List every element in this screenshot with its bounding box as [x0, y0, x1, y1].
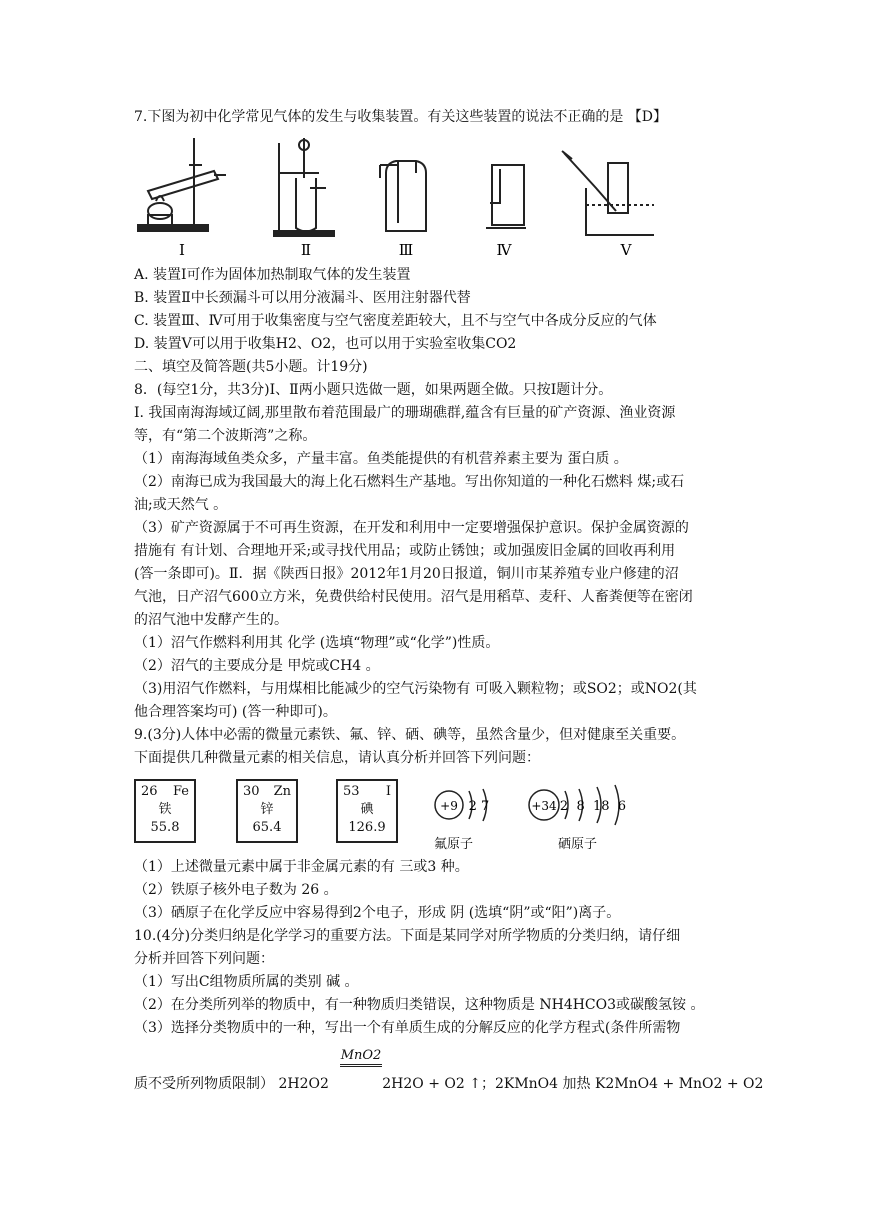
- q9-line: 9.(3分)人体中必需的微量元素铁、氟、锌、硒、碘等，虽然含量少，但对健康至关重要。: [134, 727, 686, 743]
- atomic-number: 30: [243, 784, 260, 799]
- catalyst-label: [340, 1048, 382, 1067]
- q8-line: 的沼气池中发酵产生的。: [134, 612, 288, 628]
- q8-line: （3）矿产资源属于不可再生资源，在开发和利用中一定要增强保护意识。保护金属资源的: [134, 520, 689, 536]
- apparatus-figure: [134, 133, 654, 263]
- atom-structure-diagrams: [429, 779, 659, 839]
- q8-line: 8．(每空1分，共3分)Ⅰ、Ⅱ两小题只选做一题，如果两题全做。只按Ⅰ题计分。: [134, 382, 613, 398]
- q10-line: 分析并回答下列问题：: [134, 951, 274, 967]
- q7-option-a: A. 装置Ⅰ可作为固体加热制取气体的发生装置: [134, 267, 411, 283]
- q10-equation-line: 质不受所列物质限制） 2H2O2 2H2O + O2 ↑；2KMnO4 加热 K2MnO4 + MnO2 + O2: [134, 1076, 764, 1092]
- apparatus-IV-icon: [486, 165, 526, 228]
- apparatus-label-V: Ⅴ: [620, 241, 632, 259]
- q7-option-d: D. 装置Ⅴ可以用于收集H2、O2，也可以用于实验室收集CO2: [134, 336, 517, 352]
- apparatus-label-I: Ⅰ: [179, 241, 185, 259]
- q7-option-c: C. 装置Ⅲ、Ⅳ可用于收集密度与空气密度差距较大，且不与空气中各成分反应的气体: [134, 313, 657, 329]
- reaction-arrow: [340, 1064, 382, 1067]
- atomic-number: 53: [343, 784, 360, 799]
- element-name: 锌: [260, 802, 274, 817]
- q9-line: 下面提供几种微量元素的相关信息，请认真分析并回答下列问题：: [134, 750, 540, 766]
- q7-stem: 7.下图为初中化学常见气体的发生与收集装置。有关这些装置的说法不正确的是 【D】: [134, 109, 668, 125]
- q8-line: （1）沼气作燃料利用其 化学 (选填“物理”或“化学”)性质。: [134, 635, 500, 651]
- atomic-mass: 55.8: [150, 820, 180, 835]
- catalyst-text: MnO2: [340, 1048, 382, 1063]
- q10-line: （1）写出C组物质所属的类别 碱 。: [134, 974, 359, 990]
- q8-line: 等，有“第二个波斯湾”之称。: [134, 428, 317, 444]
- q10-line: （3）选择分类物质中的一种，写出一个有单质生成的分解反应的化学方程式(条件所需物: [134, 1020, 681, 1036]
- element-symbol: Zn: [273, 784, 291, 799]
- q9-answer: （3）硒原子在化学反应中容易得到2个电子，形成 阴 (选填“阴”或“阳”)离子。: [134, 905, 621, 921]
- fluorine-shells: 2 7: [468, 799, 490, 814]
- apparatus-II-icon: [274, 138, 334, 236]
- q9-answer: （2）铁原子核外电子数为 26 。: [134, 882, 338, 898]
- element-symbol: I: [385, 784, 391, 799]
- q8-line: 油;或天然气 。: [134, 497, 228, 513]
- selenium-shells: 2 8 18 6: [559, 799, 627, 814]
- atomic-number: 26: [141, 784, 158, 799]
- atomic-mass: 126.9: [348, 820, 386, 835]
- q8-line: （1）南海海域鱼类众多，产量丰富。鱼类能提供的有机营养素主要为 蛋白质 。: [134, 451, 628, 467]
- element-symbol: Fe: [172, 784, 189, 799]
- element-figure: [134, 773, 654, 853]
- apparatus-label-II: Ⅱ: [300, 241, 312, 259]
- element-card-zn: [236, 779, 298, 843]
- apparatus-label-IV: Ⅳ: [496, 241, 512, 259]
- atomic-mass: 65.4: [252, 820, 282, 835]
- q9-answer: （1）上述微量元素中属于非金属元素的有 三或3 种。: [134, 859, 469, 875]
- element-name: 铁: [158, 802, 172, 817]
- q8-line: （2）南海已成为我国最大的海上化石燃料生产基地。写出你知道的一种化石燃料 煤;或石: [134, 474, 685, 490]
- q10-line: （2）在分类所列举的物质中，有一种物质归类错误，这种物质是 NH4HCO3或碳酸氢铵 。: [134, 997, 705, 1013]
- apparatus-V-icon: [562, 151, 654, 235]
- q8-line: 他合理答案均可) (答一种即可)。: [134, 704, 337, 720]
- selenium-nucleus: +34: [531, 799, 557, 813]
- q8-line: (答一条即可)。Ⅱ．据《陕西日报》2012年1月20日报道，铜川市某养殖专业户修建的沼: [134, 566, 679, 582]
- apparatus-I-icon: [138, 138, 226, 231]
- section-2-heading: 二、填空及简答题(共5小题。计19分): [134, 359, 368, 375]
- apparatus-III-icon: [380, 161, 426, 231]
- q8-line: （2）沼气的主要成分是 甲烷或CH4 。: [134, 658, 380, 674]
- fluorine-nucleus: +9: [440, 799, 458, 813]
- element-name: 碘: [360, 802, 374, 817]
- q10-line: 10.(4分)分类归纳是化学学习的重要方法。下面是某同学对所学物质的分类归纳，请仔细: [134, 928, 681, 944]
- q8-line: I. 我国南海海域辽阔,那里散布着范围最广的珊瑚礁群,蕴含有巨量的矿产资源、渔业资源: [134, 405, 676, 421]
- apparatus-label-III: Ⅲ: [398, 241, 414, 259]
- q8-line: 气池，日产沼气600立方米，免费供给村民使用。沼气是用稻草、麦秆、人畜粪便等在密闭: [134, 589, 693, 605]
- selenium-label: 硒原子: [558, 837, 598, 852]
- element-card-fe: [134, 779, 196, 843]
- fluorine-label: 氟原子: [434, 837, 474, 852]
- element-card-i: [336, 779, 398, 843]
- q7-option-b: B. 装置Ⅱ中长颈漏斗可以用分液漏斗、医用注射器代替: [134, 290, 471, 306]
- q8-line: 措施有 有计划、合理地开采;或寻找代用品；或防止锈蚀；或加强废旧金属的回收再利用: [134, 543, 676, 559]
- q8-line: （3)用沼气作燃料，与用煤相比能减少的空气污染物有 可吸入颗粒物；或SO2；或NO2(其: [134, 681, 697, 697]
